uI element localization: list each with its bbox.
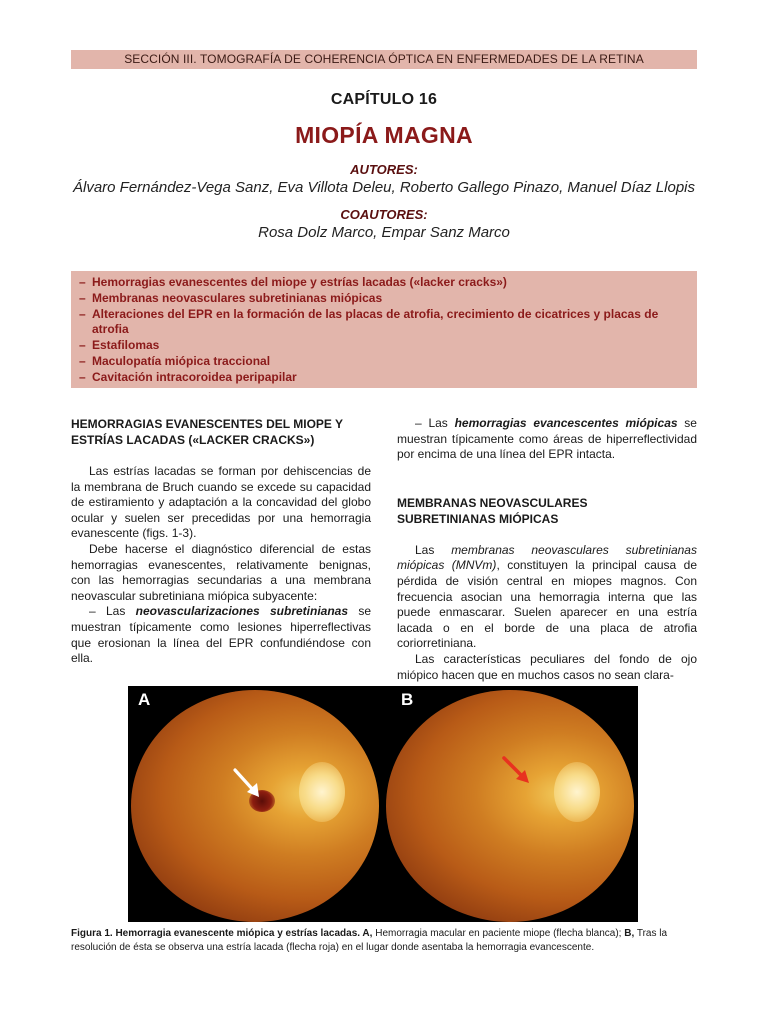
authors-label: AUTORES:	[350, 162, 418, 177]
body-paragraph	[71, 604, 371, 666]
summary-item-text: Alteraciones del EPR en la formación de las placas de atrofia, crecimiento de cicatrices y placas de atrofia	[92, 306, 659, 337]
emphasized-term: neovascularizaciones subretinianas	[135, 604, 349, 619]
coauthors-list: Rosa Dolz Marco, Empar Sanz Marco	[258, 224, 510, 241]
summary-item-text: Cavitación intracoroidea peripapilar	[92, 369, 297, 384]
figure-caption	[71, 927, 697, 955]
emphasized-term: hemorragias evancescentes miópicas	[454, 416, 678, 430]
summary-item	[79, 338, 687, 354]
summary-item-text: Hemorragias evanescentes del miope y estrías lacadas («lacker cracks»)	[92, 275, 507, 289]
body-paragraph: Debe hacerse el diagnóstico diferencial de estas hemorragias evanescentes, relativamente benignas, con las hemorragias secundarias a una membrana neovascular subretiniana miópica subyacente:	[71, 541, 371, 603]
summary-item-text: Maculopatía miópica traccional	[92, 353, 271, 368]
authors-list: Álvaro Fernández-Vega Sanz, Eva Villota Deleu, Roberto Gallego Pinazo, Manuel Díaz Llopis	[72, 179, 696, 196]
summary-dash: –	[79, 290, 86, 305]
paragraph-text: se muestran típicamente como lesiones hiperreflectivas que erosionan la línea del EPR confundiéndose con ella.	[71, 604, 371, 666]
heading-line: SUBRETINIANAS MIÓPICAS	[397, 511, 559, 526]
caption-text: Hemorragia macular en paciente miope (flecha blanca);	[372, 928, 625, 939]
summary-item-text: Membranas neovasculares subretinianas miópicas	[92, 290, 383, 305]
summary-item	[79, 307, 687, 339]
section-heading-membranas	[397, 495, 697, 527]
panel-label-a: A	[138, 690, 151, 709]
chapter-label: CAPÍTULO 16	[330, 91, 438, 108]
paragraph-prefix: Las	[415, 542, 452, 557]
summary-item-text: Estafilomas	[92, 338, 160, 353]
coauthors-label: COAUTORES:	[340, 207, 428, 222]
paragraph-text: , constituyen la principal causa de pérdida de visión central en miopes magnos. Con frecuencia asocian una hemorragia interna que las puede enmascarar. Suelen aparecer en una estría lacada o en el borde de una placa de atrofia coriorretiniana.	[397, 558, 697, 651]
caption-text: Tras la resolución de ésta se observa una estría lacada (flecha roja) en el lugar donde asentaba la hemorragia evancescente.	[71, 928, 668, 953]
summary-item	[79, 291, 687, 307]
summary-dash: –	[79, 275, 86, 289]
paragraph-prefix: – Las	[89, 604, 136, 619]
summary-item	[79, 354, 687, 370]
body-paragraph	[397, 416, 697, 463]
optic-disc	[299, 762, 345, 822]
emphasized-term: membranas neovasculares subretinianas miópicas (MNVm)	[397, 542, 697, 573]
body-paragraph	[397, 543, 697, 652]
summary-item	[79, 275, 687, 291]
caption-bold: Figura 1. Hemorragia evanescente miópica y estrías lacadas. A,	[71, 928, 373, 939]
fundus-photo-b	[386, 690, 634, 922]
section-heading-hemorragias	[71, 416, 371, 448]
heading-line: ESTRÍAS LACADAS («LACKER CRACKS»)	[71, 433, 315, 447]
section-banner: SECCIÓN III. TOMOGRAFÍA DE COHERENCIA ÓPTICA EN ENFERMEDADES DE LA RETINA	[71, 50, 697, 69]
left-column	[71, 416, 371, 667]
paragraph-text: se muestran típicamente como áreas de hiperreflectividad por encima de una línea del EPR intacta.	[397, 416, 697, 462]
body-paragraph: Las estrías lacadas se forman por dehiscencias de la membrana de Bruch cuando se excede su capacidad de estiramiento y adaptación a la concavidad del globo ocular y suelen ser precedidas por una hemorragia evanescente (figs. 1-3).	[71, 464, 371, 541]
summary-dash: –	[79, 306, 86, 321]
chapter-title: MIOPÍA MAGNA	[295, 122, 473, 148]
figure-1-fundus-images	[128, 686, 638, 922]
heading-line: MEMBRANAS NEOVASCULARES	[397, 495, 588, 510]
white-arrow-icon	[231, 766, 265, 800]
body-paragraph: Las características peculiares del fondo de ojo miópico hacen que en muchos casos no sean clara-	[397, 651, 697, 682]
chapter-summary-box	[71, 271, 697, 388]
optic-disc	[554, 762, 600, 822]
paragraph-prefix: – Las	[415, 416, 455, 430]
panel-label-b: B	[401, 690, 414, 709]
caption-bold: B,	[624, 928, 635, 939]
heading-line: HEMORRAGIAS EVANESCENTES DEL MIOPE Y	[71, 417, 344, 431]
summary-dash: –	[79, 369, 86, 384]
right-column	[397, 416, 697, 683]
red-arrow-icon	[500, 754, 534, 788]
summary-dash: –	[79, 338, 86, 353]
fundus-photo-a	[131, 690, 379, 922]
chapter-summary-list	[71, 271, 697, 386]
summary-dash: –	[79, 353, 86, 368]
summary-item	[79, 370, 687, 386]
